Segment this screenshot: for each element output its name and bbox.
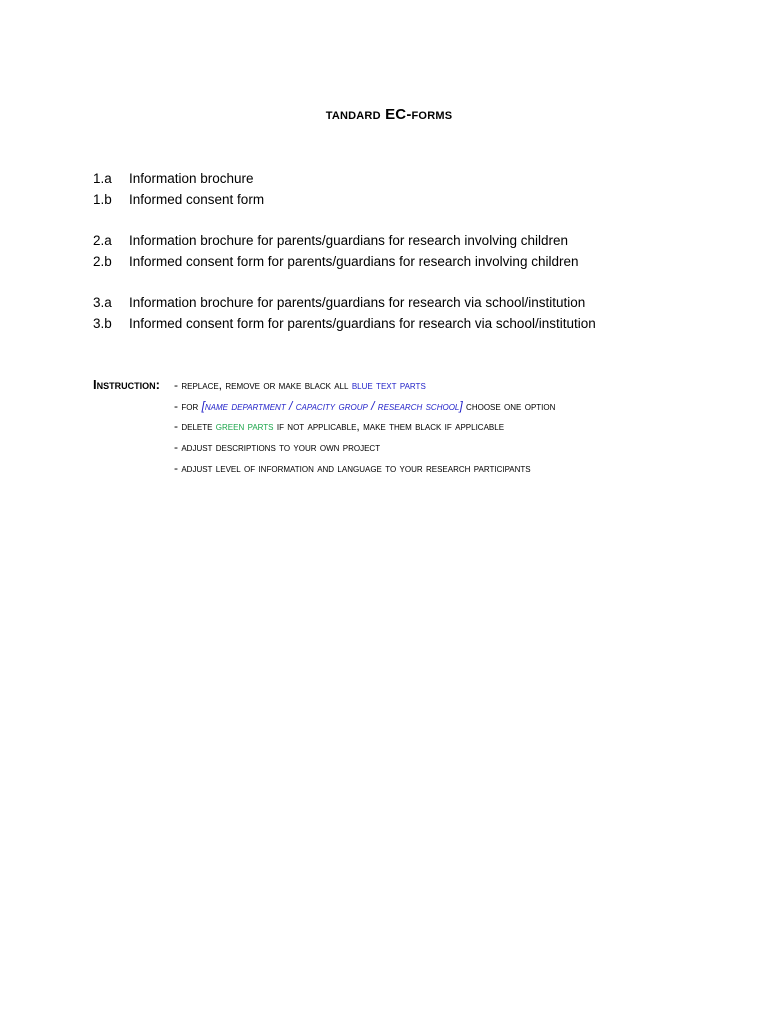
form-group-2 (93, 230, 578, 272)
item-text: Informed consent form for parents/guardians for research involving children (129, 254, 579, 269)
instruction-label: Instruction: (93, 377, 160, 392)
instruction-suffix: if not applicable, make them black if applicable (273, 419, 505, 434)
list-item (93, 251, 578, 272)
list-item (93, 313, 596, 334)
instruction-label-spacer (93, 437, 174, 458)
instruction-prefix: - delete (174, 419, 216, 434)
instruction-line (93, 437, 555, 458)
list-item (93, 168, 264, 189)
item-number: 3.b (93, 316, 112, 331)
instruction-text (174, 375, 426, 396)
item-text: Information brochure for parents/guardians for research via school/institution (129, 295, 586, 310)
instruction-text (174, 396, 555, 417)
instruction-text: - adjust descriptions to your own project (174, 440, 381, 455)
form-group-3 (93, 292, 596, 334)
instruction-line (93, 396, 555, 417)
list-item (93, 292, 596, 313)
blue-placeholder-part: [name department / capacity group / research school] (201, 398, 463, 413)
item-number: 2.a (93, 233, 112, 248)
instruction-text: - adjust level of information and language to your research participants (174, 460, 531, 475)
document-title: tandard EC-forms (325, 106, 453, 123)
blue-text-part: blue text parts (351, 378, 426, 392)
instruction-prefix: - for (174, 398, 202, 413)
instruction-line (93, 458, 555, 479)
item-number: 3.a (93, 295, 112, 310)
item-text: Information brochure (129, 171, 254, 186)
instruction-line (93, 375, 555, 396)
instruction-prefix: - replace, remove or make black all (174, 378, 352, 392)
instruction-label-spacer (93, 396, 174, 417)
instruction-line (93, 416, 555, 437)
list-item (93, 189, 264, 210)
item-number: 1.a (93, 171, 112, 186)
instruction-label-spacer (93, 416, 174, 437)
green-text-part: green parts (215, 419, 274, 434)
item-text: Information brochure for parents/guardians for research involving children (129, 233, 568, 248)
instructions-block (93, 375, 555, 478)
instruction-suffix: choose one option (462, 398, 556, 413)
item-number: 2.b (93, 254, 112, 269)
list-item (93, 230, 578, 251)
instruction-label-spacer (93, 458, 174, 479)
instruction-text (174, 416, 504, 437)
form-group-1 (93, 168, 264, 210)
item-text: Informed consent form for parents/guardians for research via school/institution (129, 316, 596, 331)
item-number: 1.b (93, 192, 112, 207)
item-text: Informed consent form (129, 192, 265, 207)
